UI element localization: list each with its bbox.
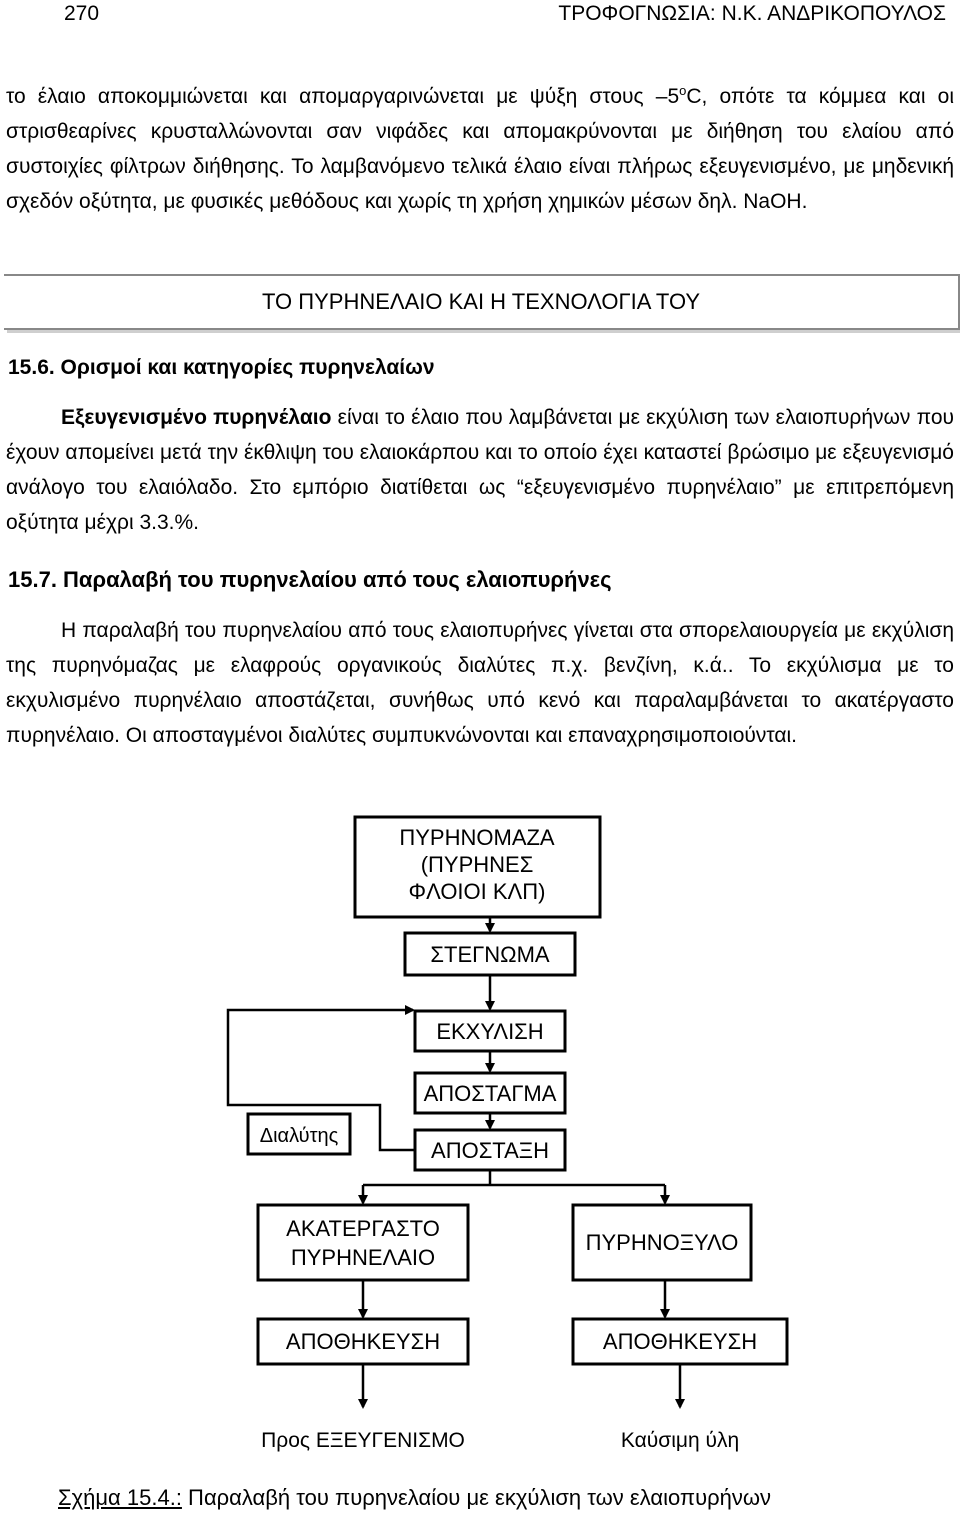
label-apostaxi: ΑΠΟΣΤΑΞΗ: [431, 1138, 549, 1163]
intro-paragraph: [6, 73, 954, 219]
figure-caption: [58, 1485, 771, 1511]
page-number: 270: [64, 2, 100, 25]
label-pyrinomaza-1: ΠΥΡΗΝΟΜΑΖΑ: [399, 825, 555, 850]
label-dialytes: Διαλύτης: [259, 1125, 339, 1147]
paragraph-15-7: [6, 613, 954, 753]
paragraph-15-6: [6, 400, 954, 540]
label-kausimi-yli: Καύσιμη ύλη: [620, 1429, 740, 1452]
section-banner: ΤΟ ΠΥΡΗΝΕΛΑΙΟ ΚΑΙ Η ΤΕΧΝΟΛΟΓΙΑ ΤΟΥ: [4, 274, 960, 330]
caption-label: Σχήμα 15.4.:: [58, 1485, 182, 1510]
page-header: [0, 2, 960, 32]
label-apothikeysi-right: ΑΠΟΘΗΚΕΥΣΗ: [602, 1329, 758, 1354]
label-pyrinomaza-2: (ΠΥΡΗΝΕΣ: [420, 852, 534, 877]
heading-15-7: 15.7. Παραλαβή του πυρηνελαίου από τους ελαιοπυρήνες: [8, 567, 612, 592]
heading-15-6: 15.6. Ορισμοί και κατηγορίες πυρηνελαίων: [8, 356, 435, 379]
paragraph-15-6-body: είναι το έλαιο που λαμβάνεται με εκχύλιση των ελαιοπυρήνων που έχουν απομείνει μετά την έκθλιψη του ελαιοκάρπου και το οποίο έχει καταστεί βρώσιμο με εξευγενισμό ανάλογο του ελαιόλαδο. Στο εμπόριο διατίθεται ως “εξευγενισμένο πυρηνέλαιο” με επιτρεπόμενη οξύτητα μέχρι 3.3.%.: [6, 406, 954, 534]
label-stegnoma: ΣΤΕΓΝΩΜΑ: [430, 942, 550, 967]
paragraph-15-7-body: Η παραλαβή του πυρηνελαίου από τους ελαιοπυρήνες γίνεται στα σπορελαιουργεία με εκχύλιση της πυρηνόμαζας με ελαφρούς οργανικούς διαλύτες π.χ. βενζίνη, κ.ά.. Το εκχύλισμα με το εκχυλισμένο πυρηνέλαιο αποστάζεται, συνήθως υπό κενό και παραλαμβάνεται το ακατέργαστο πυρηνέλαιο. Οι αποσταγμένοι διαλύτες συμπυκνώνονται και επαναχρησιμοποιούνται.: [6, 619, 954, 747]
label-apothikeysi-left: ΑΠΟΘΗΚΕΥΣΗ: [285, 1329, 441, 1354]
degree-sup: o: [679, 83, 687, 98]
label-apostagma: ΑΠΟΣΤΑΓΜΑ: [423, 1081, 557, 1106]
label-pyrinomaza-3: ΦΛΟΙΟΙ ΚΛΠ): [408, 879, 546, 904]
flowchart-diagram: [0, 805, 960, 1475]
label-ekxylisi: ΕΚΧΥΛΙΣΗ: [436, 1019, 544, 1044]
label-akatergasto-1: ΑΚΑΤΕΡΓΑΣΤΟ: [286, 1216, 440, 1241]
label-pyrinoxylo: ΠΥΡΗΝΟΞΥΛΟ: [585, 1230, 739, 1255]
running-head: ΤΡΟΦΟΓΝΩΣΙΑ: Ν.Κ. ΑΝΔΡΙΚΟΠΟΥΛΟΣ: [558, 2, 946, 25]
caption-text: Παραλαβή του πυρηνελαίου με εκχύλιση των ελαιοπυρήνων: [181, 1485, 772, 1510]
label-akatergasto-2: ΠΥΡΗΝΕΛΑΙΟ: [290, 1245, 436, 1270]
term-refined-pomace-oil: Εξευγενισμένο πυρηνέλαιο: [61, 406, 332, 429]
label-pros-exeugenismo: Προς ΕΞΕΥΓΕΝΙΣΜΟ: [261, 1429, 465, 1452]
intro-text-b: C, οπότε τα κόμμεα και οι στρισθεαρίνες κρυσταλλώνονται σαν νιφάδες και απομακρύνονται με διήθηση του ελαίου από συστοιχίες φίλτρων διήθησης. Το λαμβανόμενο τελικά έλαιο είναι πλήρως εξευγενισμένο, με μηδενική σχεδόν οξύτητα, με φυσικές μεθόδους και χωρίς τη χρήση χημικών μέσων δηλ. NaOH.: [6, 85, 955, 213]
intro-text-a: το έλαιο αποκομμιώνεται και απομαργαρινώνεται με ψύξη στους –5: [6, 85, 680, 108]
